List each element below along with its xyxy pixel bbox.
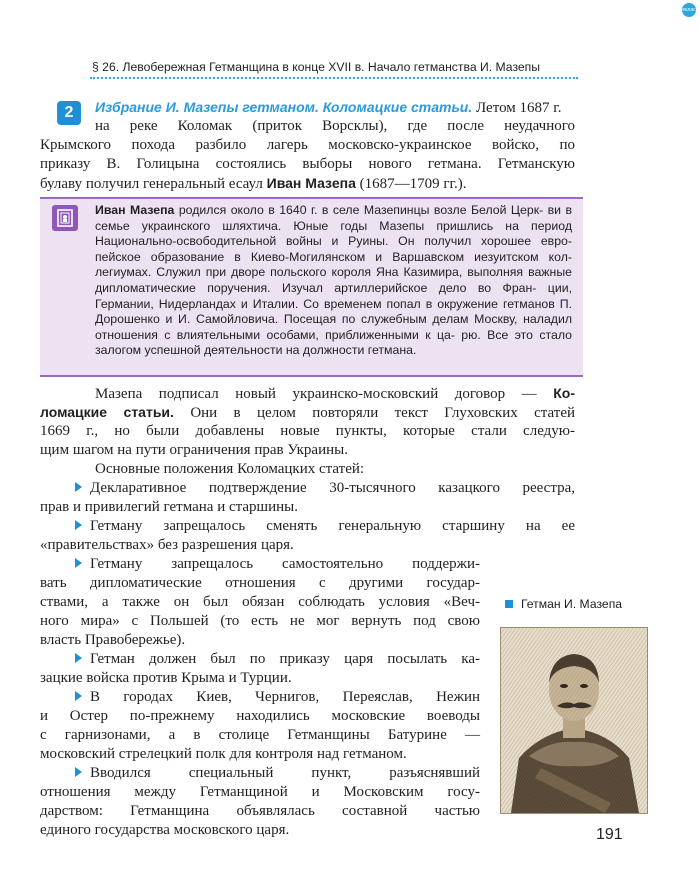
bullet-arrow-icon <box>75 653 82 663</box>
list-item-continuation: власть Правобережье). <box>40 632 186 648</box>
portrait-frame-icon <box>52 205 78 231</box>
list-item-continuation: ного мира» с Польшей (то есть не мог вернуть под свою <box>40 613 480 629</box>
list-item: Декларативное подтверждение 30-тысячного казацкого реестра, <box>75 479 575 499</box>
running-header: § 26. Левобережная Гетманщина в конце XVII в. Начало гетманства И. Мазепы <box>92 60 541 74</box>
caption-square-icon <box>505 600 513 608</box>
list-item: Гетман должен был по приказу царя посылать ка- <box>75 650 480 670</box>
section-line-5: булаву получил генеральный есаул Иван Мазепа (1687—1709 гг.). <box>40 175 467 192</box>
section-line-2: на реке Коломак (приток Ворсклы), где после неудачного <box>95 118 575 134</box>
mazepa-portrait <box>500 627 648 814</box>
section-line-3: Крымского похода разбило лагерь московско-украинское войско, по <box>40 137 575 153</box>
list-item-continuation: ствами, а также он был обязан соблюдать условия «Веч- <box>40 594 480 610</box>
list-item: Гетману запрещалось сменять генеральную старшину на ее <box>75 517 575 537</box>
section-line-4: приказу В. Голицына состоялись выборы нового гетмана. Гетманскую <box>40 156 575 172</box>
biography-name: Иван Мазепа <box>95 203 175 217</box>
list-item-continuation: отношения между Гетманщиной и Московским госу- <box>40 784 480 800</box>
bullet-arrow-icon <box>75 558 82 568</box>
list-item-continuation: «правительствах» без разрешения царя. <box>40 537 294 553</box>
list-item: Гетману запрещалось самостоятельно поддержи- <box>75 555 480 575</box>
page-number: 191 <box>596 826 623 843</box>
list-item-continuation: единого государства московского царя. <box>40 822 290 838</box>
bullet-arrow-icon <box>75 767 82 777</box>
portrait-caption: Гетман И. Мазепа <box>505 597 622 611</box>
section-line-1: Летом 1687 г. <box>475 100 562 116</box>
engraved-portrait-illustration <box>501 628 647 813</box>
list-item: В городах Киев, Чернигов, Переяслав, Нежин <box>75 688 480 708</box>
bullet-arrow-icon <box>75 691 82 701</box>
kolomak-articles-term: ломацкие статьи. <box>40 404 174 420</box>
list-item-continuation: дарством: Гетманщина объявлялась составной частью <box>40 803 480 819</box>
list-item: Вводился специальный пункт, разъяснявший <box>75 764 480 784</box>
treaty-line-4: щим шагом на пути ограничения прав Украины. <box>40 442 348 458</box>
header-divider <box>90 77 578 79</box>
list-item-continuation: прав и привилегий гетмана и старшины. <box>40 499 298 515</box>
section-title: Избрание И. Мазепы гетманом. Коломацкие статьи. <box>95 99 473 115</box>
hetman-name: Иван Мазепа <box>266 175 356 191</box>
bullet-arrow-icon <box>75 520 82 530</box>
section-number-badge: 2 <box>57 101 81 125</box>
bullet-arrow-icon <box>75 482 82 492</box>
list-item-continuation: и Остер по-прежнему находились московские воеводы <box>40 708 480 724</box>
treaty-line-2: ломацкие статьи. Они в целом повторяли текст Глуховских статей <box>40 404 576 421</box>
treaty-line-3: 1669 г., но были добавлены новые пункты, которые стали следую- <box>40 423 575 439</box>
list-item-continuation: зацкие войска против Крыма и Турции. <box>40 670 292 686</box>
section-first-line <box>95 98 575 119</box>
list-item-continuation: с гарнизонами, а в столице Гетманщины Батурине — <box>40 727 480 743</box>
corner-logo-badge: еклас <box>682 3 696 17</box>
biography-text: Иван Мазепа родился около в 1640 г. в селе Мазепинцы возле Белой Церк- ви в семье украинского шляхтича. Юные годы Мазепы пришлись на период Национально-освободительной войны и Руины. Он получил хорошее евро- пейское образование в Киево-Могилянском и Варшавском иезуитском кол- легиумах. Служил при дворе польского короля Яна Казимира, выполняя важные дипломатические поручения. Изучал артиллерийское дело во Фран- ции, Германии, Нидерландах и Италии. Со временем попал в окружение гетманов П. Дорошенко и И. Самойловича. Посещая по служебным делам Москву, наладил отношения с влиятельными особами, приближенными к ца- рю. Все это стало залогом успешной деятельности на должности гетмана. <box>95 203 573 358</box>
list-item-continuation: вать дипломатические отношения с другими государ- <box>40 575 480 591</box>
list-item-continuation: московский стрелецкий полк для контроля над гетманом. <box>40 746 407 762</box>
hetman-years: (1687—1709 гг.). <box>359 176 467 192</box>
treaty-line-5: Основные положения Коломацких статей: <box>95 461 365 477</box>
treaty-line-1: Мазепа подписал новый украинско-московский договор — Ко- <box>95 385 575 402</box>
